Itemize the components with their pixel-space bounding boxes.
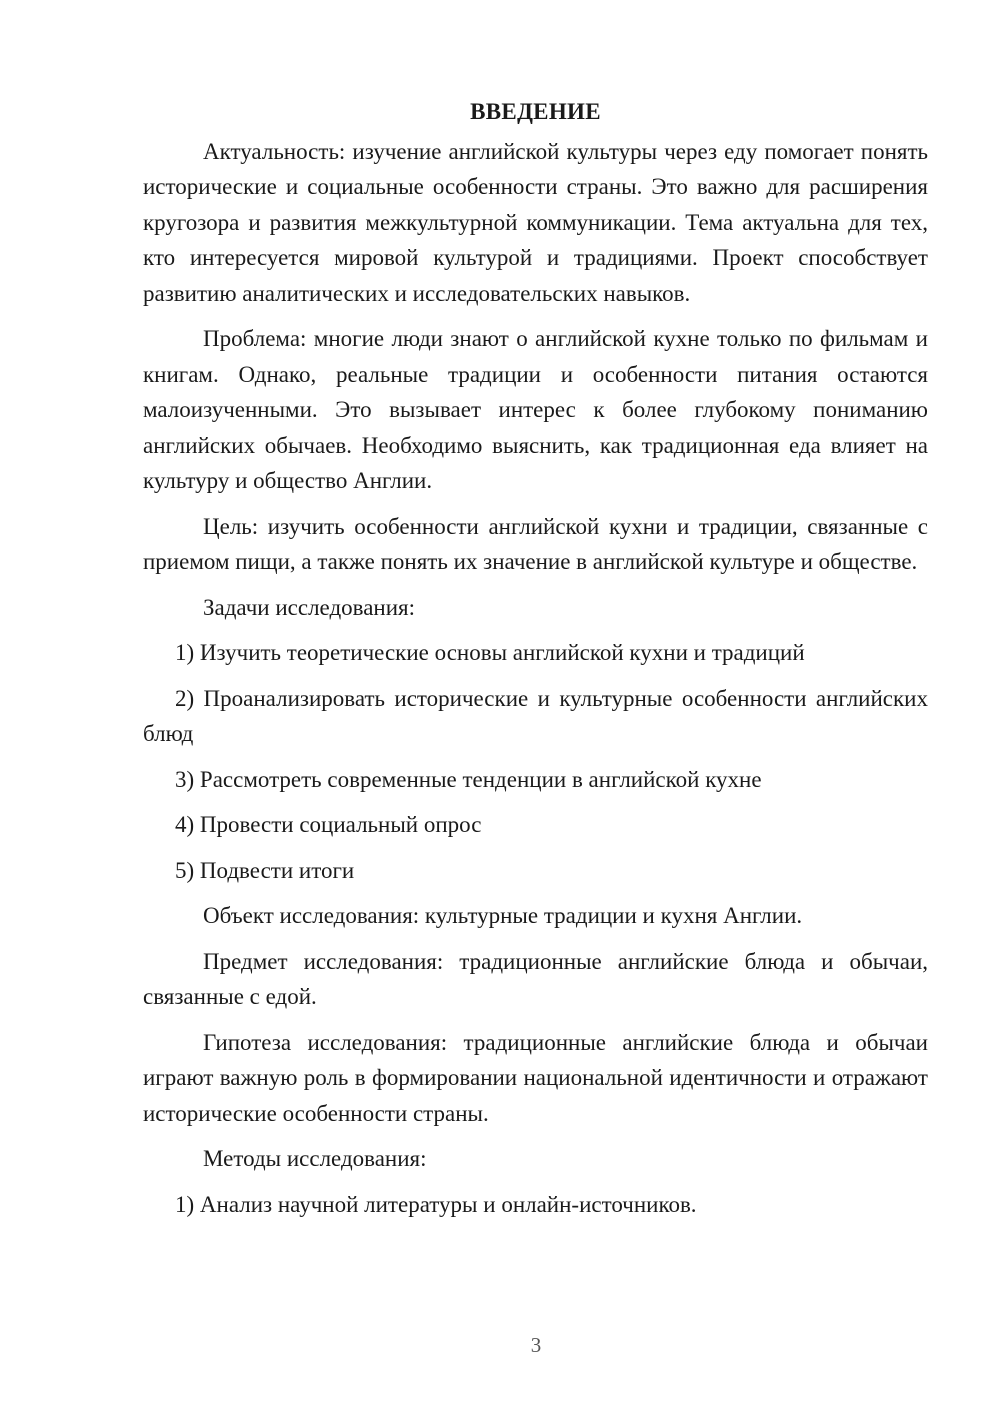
methods-heading: Методы исследования: bbox=[203, 1146, 427, 1171]
tasks-heading: Задачи исследования: bbox=[203, 594, 416, 620]
page-title: ВВЕДЕНИЕ bbox=[470, 99, 601, 124]
task-item-4: 4) Провести социальный опрос bbox=[175, 812, 482, 837]
paragraph-goal: Цель: изучить особенности английской кухни и традиции, связанные с приемом пищи, а также понять их значение в английской культуре и обществе. bbox=[143, 513, 928, 574]
task-item-1: 1) Изучить теоретические основы английской кухни и традиций bbox=[175, 640, 805, 665]
task-item-2: 2) Проанализировать исторические и культурные особенности английских блюд bbox=[143, 685, 928, 746]
paragraph-hypothesis: Гипотеза исследования: традиционные английские блюда и обычаи играют важную роль в формировании национальной идентичности и отражают исторические особенности страны. bbox=[143, 1029, 928, 1126]
method-item-1: 1) Анализ научной литературы и онлайн-источников. bbox=[175, 1191, 697, 1217]
task-item-5: 5) Подвести итоги bbox=[175, 857, 355, 883]
paragraph-problem: Проблема: многие люди знают о английской кухне только по фильмам и книгам. Однако, реальные традиции и особенности питания остаются малоизученными. Это вызывает интерес к более глубокому пониманию английских обычаев. Необходимо выяснить, как традиционная еда влияет на культуру и общество Англии. bbox=[143, 326, 928, 493]
task-item-3: 3) Рассмотреть современные тенденции в английской кухне bbox=[175, 766, 762, 792]
page-number: 3 bbox=[530, 1333, 542, 1357]
document-body bbox=[143, 94, 928, 1232]
paragraph-object: Объект исследования: культурные традиции и кухня Англии. bbox=[203, 903, 803, 928]
paragraph-subject: Предмет исследования: традиционные английские блюда и обычаи, связанные с едой. bbox=[143, 948, 928, 1009]
paragraph-relevance: Актуальность: изучение английской культуры через еду помогает понять исторические и социальные особенности страны. Это важно для расширения кругозора и развития межкультурной коммуникации. Тема актуальна для тех, кто интересуется мировой культурой и традициями. Проект способствует развитию аналитических и исследовательских навыков. bbox=[143, 138, 928, 306]
